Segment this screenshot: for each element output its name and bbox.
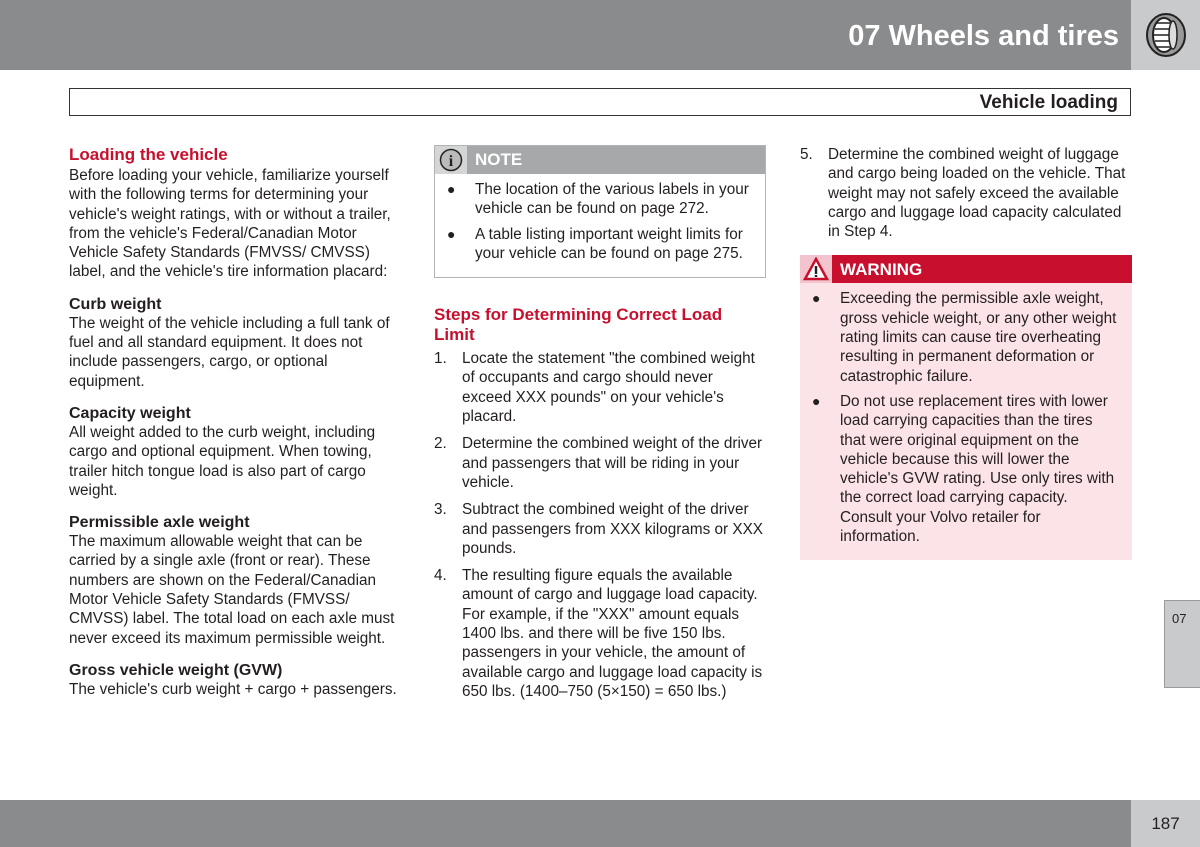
step-item: 2. Determine the combined weight of the driver and passengers that will be riding in your vehicle.: [434, 435, 763, 491]
term-text: All weight added to the curb weight, including cargo and optional equipment. When towing, trailer hitch tongue load is also part of cargo weight.: [69, 423, 376, 499]
right-column: [800, 145, 1132, 560]
note-item: ● A table listing important weight limits for your vehicle can be found on page 275.: [447, 225, 743, 262]
chapter-side-tab: 07: [1164, 600, 1200, 688]
term-text: The maximum allowable weight that can be carried by a single axle (front or rear). These numbers are shown on the Federal/Canadian Motor Vehicle Safety Standards (FMVSS/ CMVSS) label. The total load on each axle must never exceed its maximum permissible weight.: [69, 533, 395, 647]
term-title: Permissible axle weight: [69, 514, 250, 532]
left-column: [69, 145, 401, 699]
steps-heading: Steps for Determining Correct Load Limit: [434, 305, 723, 345]
warning-box: [800, 255, 1132, 560]
term-title: Capacity weight: [69, 404, 191, 422]
footer-bar: [0, 800, 1131, 847]
chapter-title: 07 Wheels and tires: [848, 20, 1119, 52]
warning-label: WARNING: [840, 259, 923, 279]
step-item: 5. Determine the combined weight of luggage and cargo being loaded on the vehicle. That weight may not safely exceed the available cargo and luggage load capacity calculated in Step 4.: [800, 146, 1126, 241]
term-text: The weight of the vehicle including a full tank of fuel and all standard equipment. It does not include passengers, cargo, or optional equipment.: [69, 314, 390, 390]
warning-item: ● Exceeding the permissible axle weight, gross vehicle weight, or any other weight rating limits can cause tire overheating resulting in permanent deformation or catastrophic failure.: [812, 290, 1117, 385]
step-item: 3. Subtract the combined weight of the driver and passengers from XXX kilograms or XXX pounds.: [434, 501, 763, 557]
step-item: 1. Locate the statement "the combined weight of occupants and cargo should never exceed XXX pounds" on your vehicle's placard.: [434, 350, 755, 426]
section-title-box: [69, 88, 1131, 116]
svg-text:i: i: [448, 153, 454, 170]
section-title: Vehicle loading: [979, 92, 1118, 113]
note-box: [434, 145, 766, 278]
intro-text: Before loading your vehicle, familiarize yourself with the following terms for determining your vehicle's weight ratings, with or without a trailer, from the vehicle's Federal/Canadian Motor Vehicle Safety Standards (FMVSS/ CMVSS) label, and the vehicle's tire information placard:: [69, 167, 391, 281]
note-label: NOTE: [475, 150, 523, 170]
page-number: 187: [1131, 800, 1200, 847]
middle-column: [434, 145, 766, 709]
warning-triangle-icon: [800, 255, 832, 283]
note-item: ● The location of the various labels in your vehicle can be found on page 272.: [447, 181, 749, 218]
chapter-icon-box: [1131, 0, 1200, 70]
loading-heading: Loading the vehicle: [69, 145, 228, 164]
chapter-header: [0, 0, 1131, 70]
step-item: 4. The resulting figure equals the available amount of cargo and luggage load capacity. For example, if the "XXX" amount equals 1400 lbs. and there will be five 150 lbs. passengers in your vehicle, the amount of available cargo and luggage load capacity is 650 lbs. (1400–750 (5×150) = 650 lbs.): [434, 567, 763, 700]
term-text: The vehicle's curb weight + cargo + passengers.: [69, 680, 397, 698]
term-title: Curb weight: [69, 295, 162, 313]
info-icon: [435, 146, 467, 174]
warning-item: ● Do not use replacement tires with lower load carrying capacities than the tires that were original equipment on the vehicle because this will lower the vehicle's GVW rating. Use only tires with the correct load carrying capacity. Consult your Volvo retailer for information.: [812, 392, 1115, 546]
tire-icon: [1144, 11, 1188, 59]
term-title: Gross vehicle weight (GVW): [69, 661, 283, 679]
